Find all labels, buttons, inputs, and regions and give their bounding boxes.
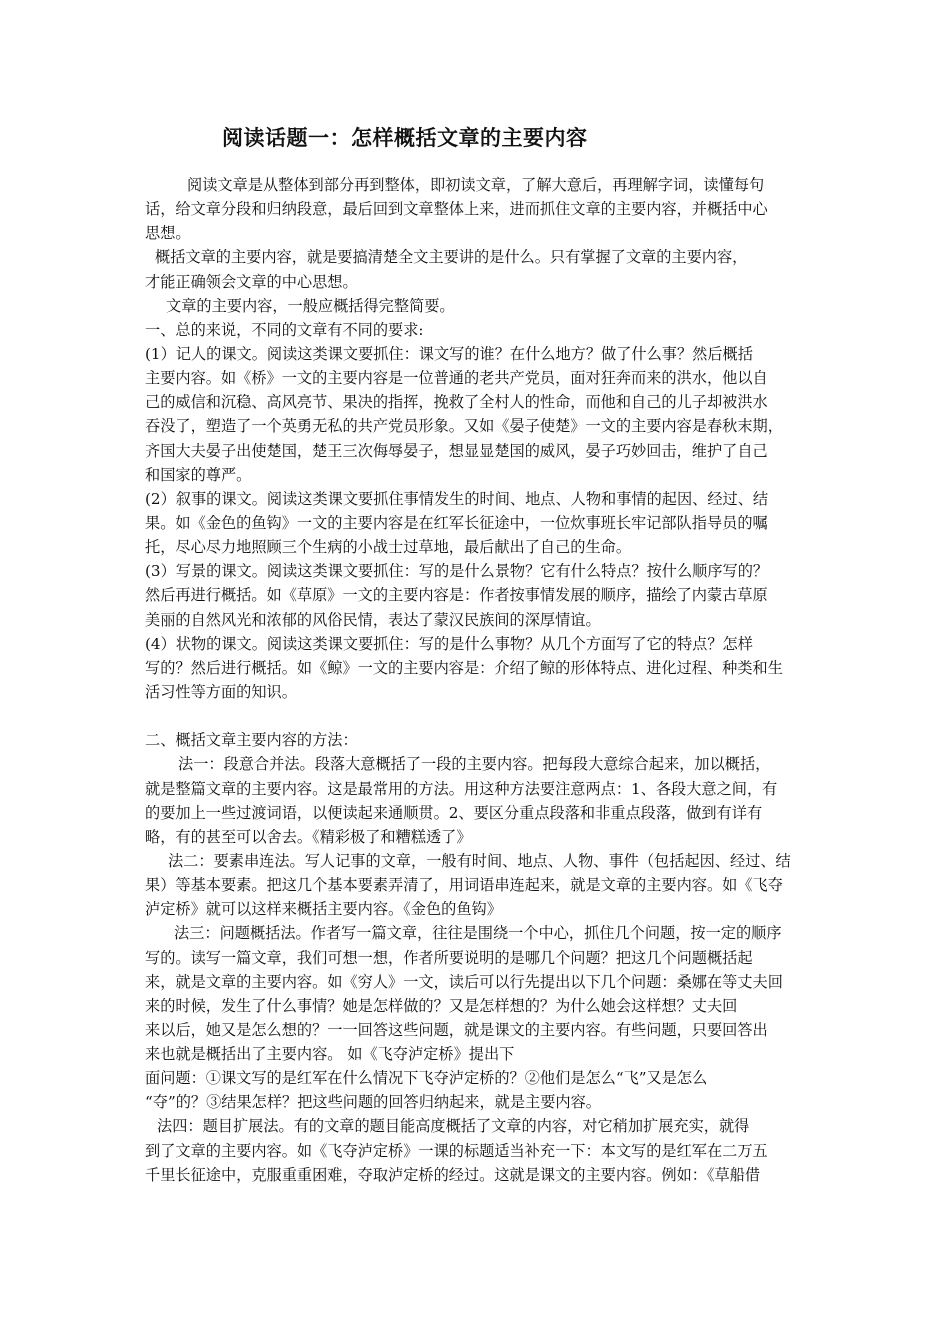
text-line: (4）状物的课文。阅读这类课文要抓住：写的是什么事物？从几个方面写了它的特点？怎样 (145, 634, 753, 653)
text-line: “夺”的？③结果怎样？把这些问题的回答归纳起来，就是主要内容。 (145, 1093, 601, 1112)
text-line: 吞没了，塑造了一个英勇无私的共产党员形象。又如《晏子使楚》一文的主要内容是春秋末期， (145, 417, 783, 436)
text-line: 文章的主要内容，一般应概括得完整简要。 (166, 296, 455, 315)
text-line: 托，尽心尽力地照顾三个生病的小战士过草地，最后献出了自己的生命。 (145, 538, 631, 557)
text-line: 概括文章的主要内容，就是要搞清楚全文主要讲的是什么。只有掌握了文章的主要内容， (155, 248, 748, 267)
text-line: 阅读文章是从整体到部分再到整体，即初读文章，了解大意后，再理解字词，读懂每句 (187, 176, 765, 194)
text-line: 写的？然后进行概括。如《鲸》一文的主要内容是：介绍了鲸的形体特点、进化过程、种类和生 (145, 658, 783, 677)
text-line: 一、总的来说，不同的文章有不同的要求: (145, 320, 424, 339)
text-line: 思想。 (145, 224, 191, 243)
text-line: 法一：段意合并法。段落大意概括了一段的主要内容。把每段大意综合起来，加以概括， (178, 755, 771, 774)
text-line: 果。如《金色的鱼钩》一文的主要内容是在红军长征途中，一位炊事班长牢记部队指导员的嘱 (145, 513, 768, 532)
text-line: 写的。读写一篇文章，我们可想一想，作者所要说明的是哪几个问题？把这几个问题概括起 (145, 948, 753, 967)
text-line: 千里长征途中，克服重重困难，夺取泸定桥的经过。这就是课文的主要内容。例如：《草船借 (145, 1165, 761, 1184)
text-line: 二、概括文章主要内容的方法： (145, 731, 358, 750)
text-line: 话，给文章分段和归纳段意，最后回到文章整体上来，进而抓住文章的主要内容，并概括中心 (145, 200, 768, 219)
text-line: 法二：要素串连法。写人记事的文章，一般有时间、地点、人物、事件（包括起因、经过、结 (168, 851, 791, 870)
text-line: 来以后，她又是怎么想的？一一回答这些问题，就是课文的主要内容。有些问题，只要回答出 (145, 1020, 768, 1039)
text-line: 齐国大夫晏子出使楚国，楚王三次侮辱晏子，想显显楚国的威风，晏子巧妙回击，维护了自己 (145, 441, 768, 460)
text-line: (3）写景的课文。阅读这类课文要抓住：写的是什么景物？它有什么特点？按什么顺序写的？ (145, 562, 769, 581)
text-line: (2）叙事的课文。阅读这类课文要抓住事情发生的时间、地点、人物和事情的起因、经过、结 (145, 489, 769, 508)
text-line: 泸定桥》就可以这样来概括主要内容。《金色的鱼钩》 (145, 900, 502, 919)
text-line: 法三：问题概括法。作者写一篇文章，往往是围绕一个中心，抓住几个问题，按一定的顺序 (174, 924, 782, 943)
text-line: 来也就是概括出了主要内容。 如《飞夺泸定桥》提出下 (145, 1045, 515, 1064)
document-title: 阅读话题一：怎样概括文章的主要内容 (222, 125, 588, 150)
text-line: 美丽的自然风光和浓郁的风俗民情，表达了蒙汉民族间的深厚情谊。 (145, 610, 601, 629)
text-line: 的要加上一些过渡词语，以便读起来通顺贯。2、要区分重点段落和非重点段落，做到有详有 (145, 803, 763, 822)
text-line: 来的时候，发生了什么事情？她是怎样做的？又是怎样想的？为什么她会这样想？丈夫回 (145, 996, 738, 1015)
blank-line (145, 704, 810, 728)
text-line: 来，就是文章的主要内容。如《穷人》一文，读后可以行先提出以下几个问题：桑娜在等丈夫回 (145, 972, 783, 991)
text-line: 和国家的尊严。 (145, 465, 252, 484)
text-line: 才能正确领会文章的中心思想。 (145, 272, 358, 291)
text-line: 果）等基本要素。把这几个基本要素弄清了，用词语串连起来，就是文章的主要内容。如《飞夺 (145, 876, 783, 895)
text-line: 到了文章的主要内容。如《飞夺泸定桥》一课的标题适当补充一下：本文写的是红军在二万五 (145, 1141, 768, 1160)
text-line: 面问题：①课文写的是红军在什么情况下飞夺泸定桥的？②他们是怎么“飞”又是怎么 (145, 1069, 708, 1088)
text-line: 主要内容。如《桥》一文的主要内容是一位普通的老共产党员，面对狂奔而来的洪水，他以自 (145, 369, 768, 388)
text-line: 然后再进行概括。如《草原》一文的主要内容是：作者按事情发展的顺序，描绘了内蒙古草原 (145, 586, 768, 605)
document-body (145, 173, 810, 1187)
text-line: 略，有的甚至可以舍去。《精彩极了和糟糕透了》 (145, 827, 472, 846)
text-line: (1）记人的课文。阅读这类课文要抓住：课文写的谁？在什么地方？做了什么事？然后概括 (145, 344, 753, 363)
text-line: 己的威信和沉稳、高风亮节、果决的指挥，挽救了全村人的性命，而他和自己的儿子却被洪水 (145, 393, 768, 412)
text-line: 活习性等方面的知识。 (145, 682, 297, 701)
text-line: 法四：题目扩展法。有的文章的题目能高度概括了文章的内容，对它稍加扩展充实，就得 (157, 1117, 750, 1136)
text-line: 就是整篇文章的主要内容。这是最常用的方法。用这种方法要注意两点：1、各段大意之间，有 (145, 779, 778, 798)
